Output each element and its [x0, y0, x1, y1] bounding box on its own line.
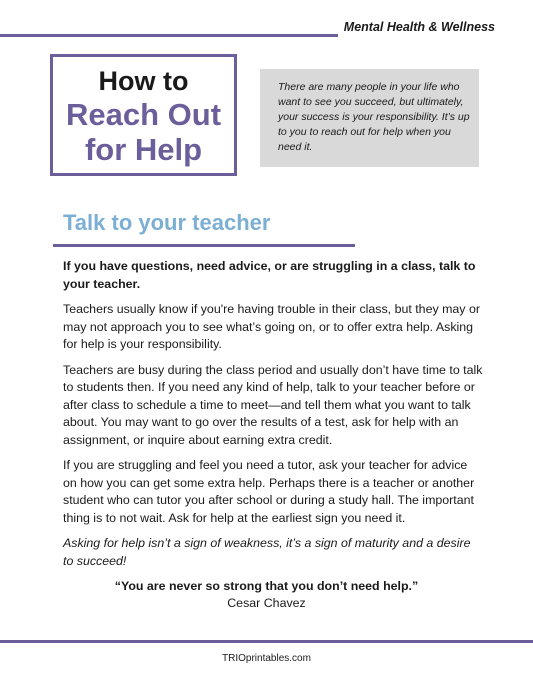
intro-callout: There are many people in your life who want to see you succeed, but ultimately, your success is your responsibility. It’s up to you to reach out for help when you need it.	[260, 69, 479, 167]
section-title: Talk to your teacher	[63, 210, 271, 235]
title-box	[50, 54, 237, 176]
paragraph-2: Teachers are busy during the class period and usually don’t have time to talk to students then. If you need any kind of help, talk to your teacher before or after class to schedule a time to meet—and tell them what you want to talk about. You may want to go over the results of a test, ask for help with an assignment, or inquire about earning extra credit.	[63, 362, 483, 447]
body-text	[63, 258, 483, 578]
title-line-3: for Help	[84, 132, 203, 167]
quote-block	[0, 578, 533, 612]
title-line-2: Reach Out	[65, 97, 222, 132]
title-line-1: How to	[98, 66, 189, 96]
paragraph-3: If you are struggling and feel you need a tutor, ask your teacher for advice on how you can get some extra help. Perhaps there is a teacher or another student who can tutor you after school or during a study hall. The important thing is to not wait. Ask for help at the earliest sign you need it.	[63, 458, 475, 525]
footer-rule	[0, 640, 533, 643]
quote-author: Cesar Chavez	[227, 596, 306, 610]
quote-text: “You are never so strong that you don’t need help.”	[114, 579, 419, 593]
paragraph-1: Teachers usually know if you're having trouble in their class, but they may or may not approach you to see what’s going on, or to offer extra help. Asking for help is your responsibility.	[63, 302, 480, 351]
footer-site[interactable]: TRIOprintables.com	[222, 653, 311, 664]
closing-paragraph: Asking for help isn’t a sign of weakness, it’s a sign of maturity and a desire to succeed!	[63, 536, 471, 568]
category-label: Mental Health & Wellness	[343, 20, 495, 34]
header-rule	[0, 34, 338, 37]
lead-paragraph: If you have questions, need advice, or are struggling in a class, talk to your teacher.	[63, 259, 476, 291]
section-rule	[53, 244, 355, 247]
